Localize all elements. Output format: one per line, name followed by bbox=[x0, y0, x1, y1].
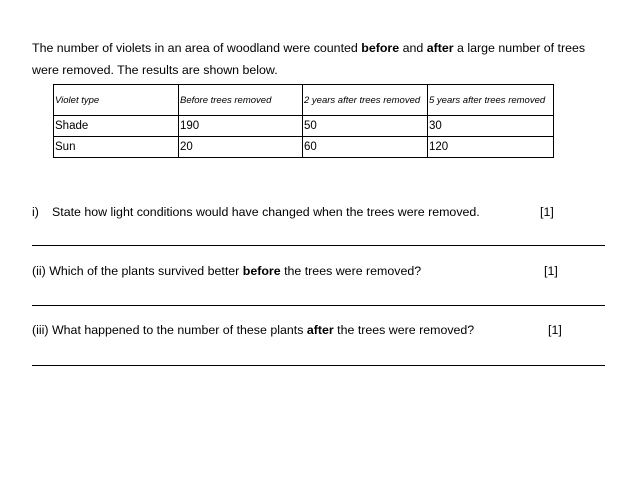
header-before: Before trees removed bbox=[179, 85, 303, 116]
question-2-text-1: Which of the plants survived better bbox=[49, 264, 243, 278]
table-row bbox=[54, 137, 554, 158]
question-2-number: (ii) bbox=[32, 264, 46, 278]
question-1-number: i) bbox=[32, 205, 39, 219]
question-2-mark: [1] bbox=[544, 264, 558, 278]
header-violet-type: Violet type bbox=[54, 85, 179, 116]
cell-2-years: 50 bbox=[303, 116, 428, 137]
question-3-text-1: What happened to the number of these plants bbox=[51, 323, 307, 337]
question-1-text: State how light conditions would have changed when the trees were removed. bbox=[52, 205, 480, 219]
intro-text-2: and bbox=[399, 41, 427, 55]
question-3 bbox=[32, 323, 474, 337]
header-2-years: 2 years after trees removed bbox=[303, 85, 428, 116]
question-3-bold: after bbox=[306, 323, 334, 337]
answer-line-1[interactable] bbox=[32, 245, 605, 246]
cell-type: Sun bbox=[54, 137, 179, 158]
answer-line-2[interactable] bbox=[32, 305, 605, 306]
cell-type: Shade bbox=[54, 116, 179, 137]
question-3-mark: [1] bbox=[548, 323, 562, 337]
question-1-mark: [1] bbox=[540, 205, 554, 219]
question-3-number: (iii) bbox=[32, 323, 49, 337]
cell-before: 190 bbox=[179, 116, 303, 137]
question-2-text-2: the trees were removed? bbox=[280, 264, 422, 278]
question-1 bbox=[32, 205, 480, 219]
intro-paragraph bbox=[32, 37, 612, 81]
cell-2-years: 60 bbox=[303, 137, 428, 158]
cell-5-years: 120 bbox=[428, 137, 554, 158]
question-2-bold: before bbox=[242, 264, 281, 278]
question-2 bbox=[32, 264, 421, 278]
intro-bold-after: after bbox=[426, 41, 454, 55]
header-5-years: 5 years after trees removed bbox=[428, 85, 554, 116]
question-3-text-2: the trees were removed? bbox=[333, 323, 475, 337]
results-table bbox=[53, 84, 554, 158]
intro-text-3: a large number of trees were removed. The results are shown below. bbox=[32, 41, 586, 77]
answer-line-3[interactable] bbox=[32, 365, 605, 366]
table-row bbox=[54, 116, 554, 137]
table-header-row bbox=[54, 85, 554, 116]
intro-bold-before: before bbox=[361, 41, 400, 55]
cell-5-years: 30 bbox=[428, 116, 554, 137]
cell-before: 20 bbox=[179, 137, 303, 158]
intro-text-1: The number of violets in an area of woodland were counted bbox=[32, 41, 362, 55]
